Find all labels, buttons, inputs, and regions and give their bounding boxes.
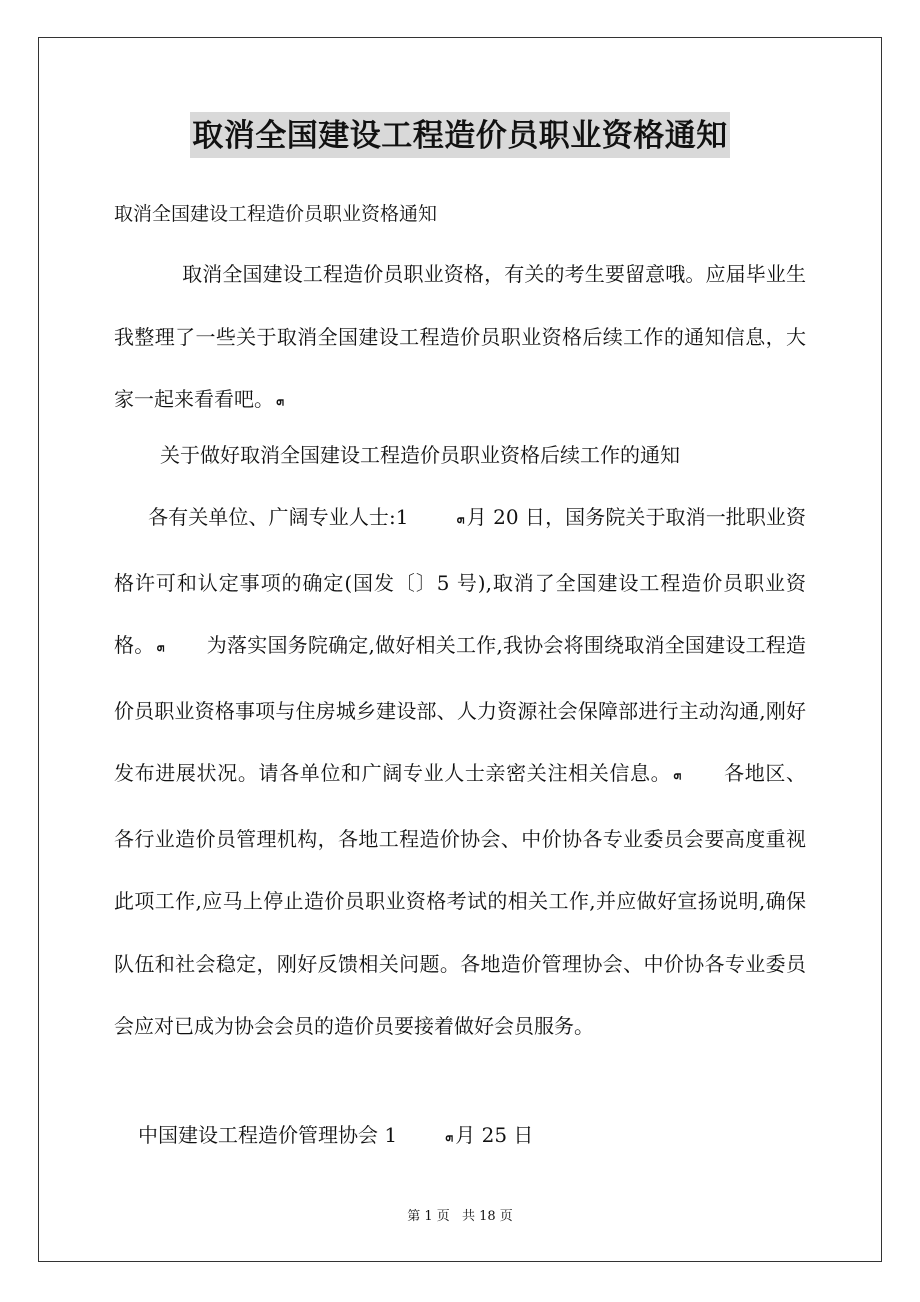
page-number: 第 1 页 xyxy=(407,1209,450,1224)
intro-text: 取消全国建设工程造价员职业资格，有关的考生要留意哦。应届毕业生我整理了一些关于取消全国建设工程造价员职业资格后续工作的通知信息，大家一起来看看吧。 xyxy=(114,262,806,411)
notice-body-part-c: 为落实国务院确定,做好相关工作,我协会将围绕取消全国建设工程造价员职业资格事项与住房城乡建设部、人力资源社会保障部进行主动沟通,刚好发布进展状况。请各单位和广阔专业人士亲密关注相关信息。 xyxy=(114,633,807,785)
page-total: 共 18 页 xyxy=(461,1209,513,1224)
notice-heading-text: 关于做好取消全国建设工程造价员职业资格后续工作的通知 xyxy=(160,443,680,467)
garbled-mark-icon: ܗ xyxy=(276,394,285,409)
notice-body xyxy=(114,486,806,1058)
garbled-mark-icon: ܗ xyxy=(673,768,682,783)
title-container xyxy=(0,112,920,158)
garbled-mark-icon: ܗ xyxy=(445,1130,454,1145)
signature-date: 月 25 日 xyxy=(455,1123,534,1147)
garbled-mark-icon: ܗ xyxy=(456,512,465,527)
notice-body-part-d: 各地区、各行业造价员管理机构，各地工程造价协会、中价协各专业委员会要高度重视此项工作,应马上停止造价员职业资格考试的相关工作,并应做好宣扬说明,确保队伍和社会稳定，刚好反馈相关问题。各地造价管理协会、中价协各专业委员会应对已成为协会会员的造价员要接着做好会员服务。 xyxy=(114,761,806,1038)
notice-body-part-a: 各有关单位、广阔专业人士:1 xyxy=(148,505,409,529)
notice-body-part-b: 月 20 日，国务院关于取消一批职业资格许可和认定事项的确定(国发〔〕5 号),取消了全国建设工程造价员职业资格。 xyxy=(114,505,806,657)
intro-paragraph xyxy=(114,243,806,434)
signature-org: 中国建设工程造价管理协会 1 xyxy=(138,1123,398,1147)
notice-heading xyxy=(114,424,806,486)
document-subtitle: 取消全国建设工程造价员职业资格通知 xyxy=(114,203,438,225)
page-footer xyxy=(0,1208,920,1226)
document-title: 取消全国建设工程造价员职业资格通知 xyxy=(190,112,730,158)
signature-line xyxy=(114,1104,806,1170)
garbled-mark-icon: ܗ xyxy=(156,640,165,655)
